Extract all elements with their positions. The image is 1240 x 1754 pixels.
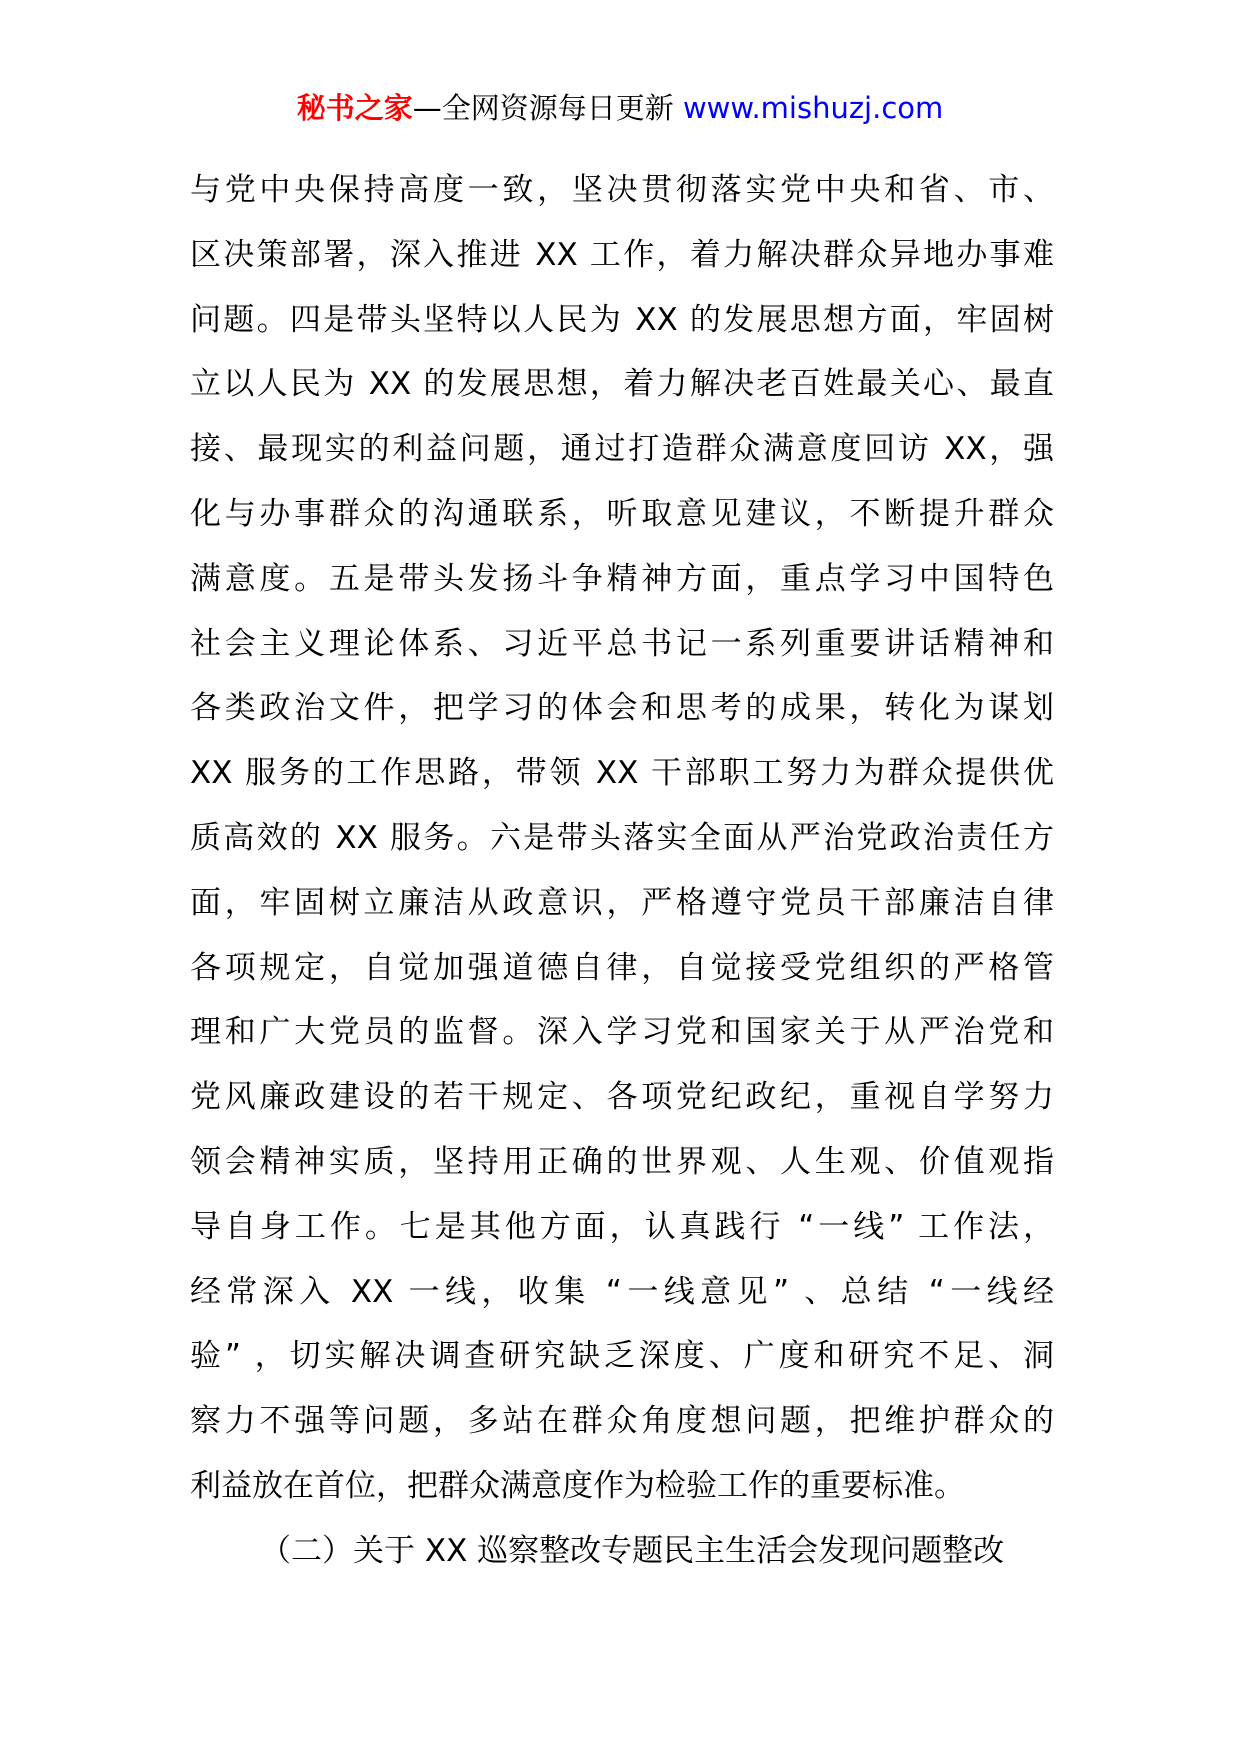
site-brand: 秘书之家 <box>296 91 413 125</box>
paragraph-line: XX 服务的工作思路，带领 XX 干部职工努力为群众提供优 <box>190 755 1054 792</box>
paragraph-line: 领会精神实质，坚持用正确的世界观、人生观、价值观指 <box>190 1143 1054 1180</box>
site-url: www.mishuzj.com <box>682 91 944 125</box>
paragraph-line: 区决策部署，深入推进 XX 工作，着力解决群众异地办事难 <box>190 236 1054 273</box>
paragraph-line: 接、最现实的利益问题，通过打造群众满意度回访 XX，强 <box>190 431 1054 468</box>
paragraph-line: 满意度。五是带头发扬斗争精神方面，重点学习中国特色 <box>190 560 1054 597</box>
document-body <box>190 158 1054 1584</box>
paragraph-line: 利益放在首位，把群众满意度作为检验工作的重要标准。 <box>190 1467 965 1504</box>
paragraph-line: 验” ，切实解决调查研究缺乏深度、广度和研究不足、洞 <box>190 1338 1054 1375</box>
paragraph-line: 质高效的 XX 服务。六是带头落实全面从严治党政治责任方 <box>190 819 1054 856</box>
paragraph-line: 面，牢固树立廉洁从政意识，严格遵守党员干部廉洁自律 <box>190 884 1054 921</box>
paragraph-line: 问题。四是带头坚特以人民为 XX 的发展思想方面，牢固树 <box>190 301 1054 338</box>
paragraph-line: 各项规定，自觉加强道德自律，自觉接受党组织的严格管 <box>190 949 1054 986</box>
site-watermark-header <box>0 88 1240 128</box>
paragraph-line: 立以人民为 XX 的发展思想，着力解决老百姓最关心、最直 <box>190 366 1054 403</box>
paragraph-line: 党风廉政建设的若干规定、各项党纪政纪，重视自学努力 <box>190 1079 1054 1116</box>
section-heading: （二）关于 XX 巡察整改专题民主生活会发现问题整改 <box>260 1532 1005 1569</box>
paragraph-line: 社会主义理论体系、习近平总书记一系列重要讲话精神和 <box>190 625 1054 662</box>
paragraph-line: 理和广大党员的监督。深入学习党和国家关于从严治党和 <box>190 1014 1054 1051</box>
paragraph-line: 察力不强等问题，多站在群众角度想问题，把维护群众的 <box>190 1403 1054 1440</box>
paragraph-line: 与党中央保持高度一致，坚决贯彻落实党中央和省、市、 <box>190 172 1054 208</box>
paragraph-line: 经常深入 XX 一线，收集 “一线意见” 、总结 “一线经 <box>190 1273 1054 1310</box>
paragraph-line: 导自身工作。七是其他方面，认真践行 “一线” 工作法， <box>190 1208 1054 1245</box>
site-tagline: —全网资源每日更新 <box>412 91 674 125</box>
paragraph-line: 各类政治文件，把学习的体会和思考的成果，转化为谋划 <box>190 690 1054 727</box>
paragraph-line: 化与办事群众的沟通联系，听取意见建议，不断提升群众 <box>190 495 1054 532</box>
